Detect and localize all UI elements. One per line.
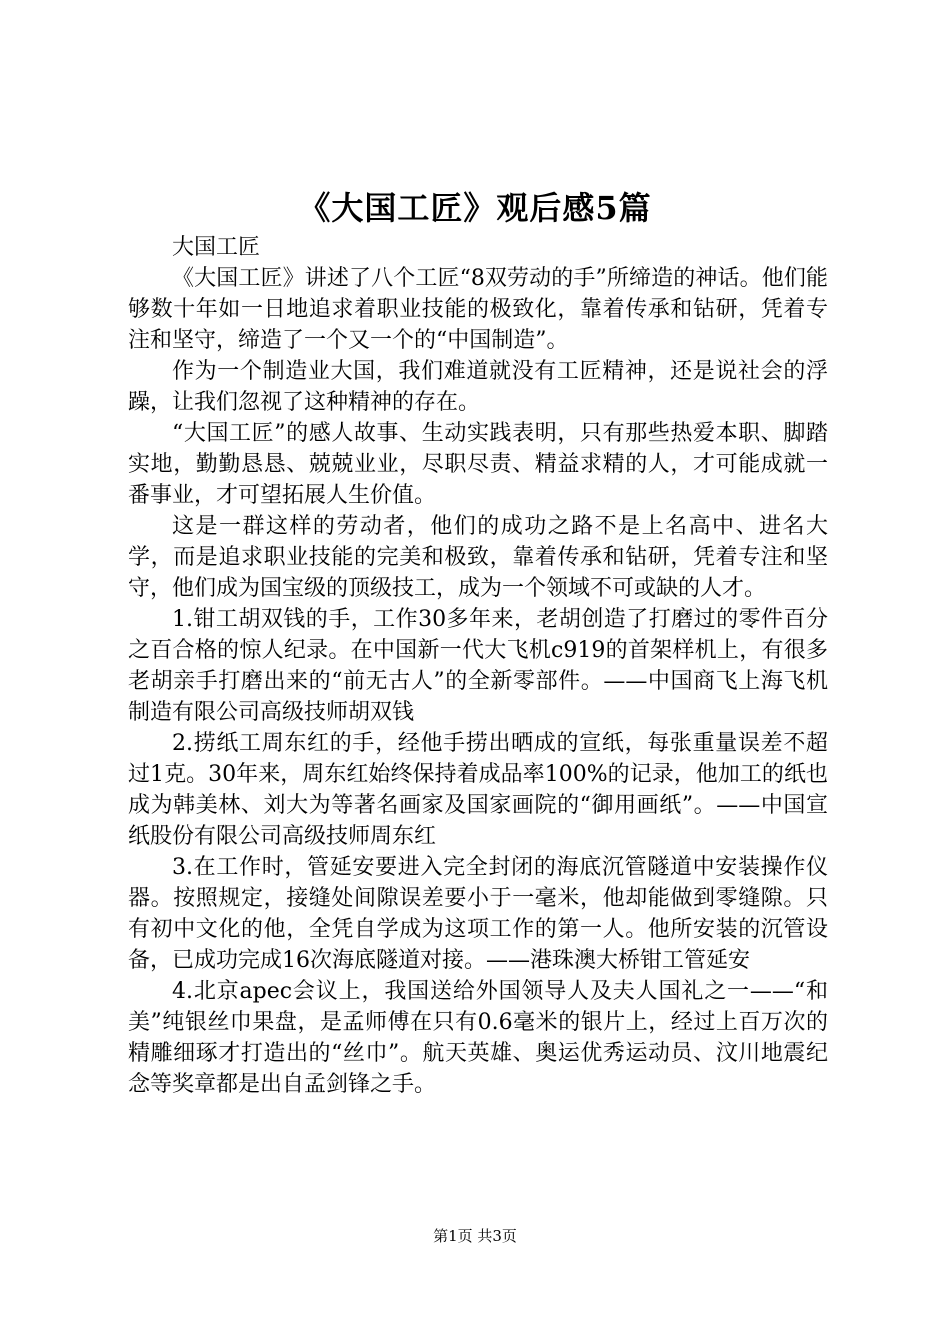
paragraph-item-4: 4.北京apec会议上，我国送给外国领导人及夫人国礼之一——“和美”纯银丝巾果盘，是孟师傅在只有0.6毫米的银片上，经过上百万次的精雕细琢才打造出的“丝巾”。航天英雄、奥运优秀运动员、汶川地震纪念等奖章都是出自孟剑锋之手。	[128, 979, 828, 1097]
paragraph-workers: 这是一群这样的劳动者，他们的成功之路不是上名高中、进名大学，而是追求职业技能的完美和极致，靠着传承和钻研，凭着专注和坚守，他们成为国宝级的顶级技工，成为一个领域不可或缺的人才。	[128, 514, 828, 601]
document-title: 《大国工匠》观后感5篇	[298, 189, 652, 227]
document-body	[128, 232, 828, 1100]
paragraph-subtitle: 大国工匠	[172, 235, 261, 260]
paragraph-stories: “大国工匠”的感人故事、生动实践表明，只有那些热爱本职、脚踏实地，勤勤恳恳、兢兢业业，尽职尽责、精益求精的人，才可能成就一番事业，才可望拓展人生价值。	[128, 421, 828, 508]
paragraph-item-2: 2.捞纸工周东红的手，经他手捞出晒成的宣纸，每张重量误差不超过1克。30年来，周东红始终保持着成品率100%的记录，他加工的纸也成为韩美林、刘大为等著名画家及国家画院的“御用画纸”。——中国宣纸股份有限公司高级技师周东红	[128, 731, 828, 849]
page-footer: 第1页 共3页	[433, 1227, 517, 1245]
paragraph-question: 作为一个制造业大国，我们难道就没有工匠精神，还是说社会的浮躁，让我们忽视了这种精神的存在。	[128, 359, 828, 415]
paragraph-item-3: 3.在工作时，管延安要进入完全封闭的海底沉管隧道中安装操作仪器。按照规定，接缝处间隙误差要小于一毫米，他却能做到零缝隙。只有初中文化的他，全凭自学成为这项工作的第一人。他所安装的沉管设备，已成功完成16次海底隧道对接。——港珠澳大桥钳工管延安	[128, 855, 828, 973]
paragraph-intro: 《大国工匠》讲述了八个工匠“8双劳动的手”所缔造的神话。他们能够数十年如一日地追求着职业技能的极致化，靠着传承和钻研，凭着专注和坚守，缔造了一个又一个的“中国制造”。	[128, 266, 828, 353]
paragraph-item-1: 1.钳工胡双钱的手，工作30多年来，老胡创造了打磨过的零件百分之百合格的惊人纪录。在中国新一代大飞机c919的首架样机上，有很多老胡亲手打磨出来的“前无古人”的全新零部件。——中国商飞上海飞机制造有限公司高级技师胡双钱	[128, 607, 828, 725]
